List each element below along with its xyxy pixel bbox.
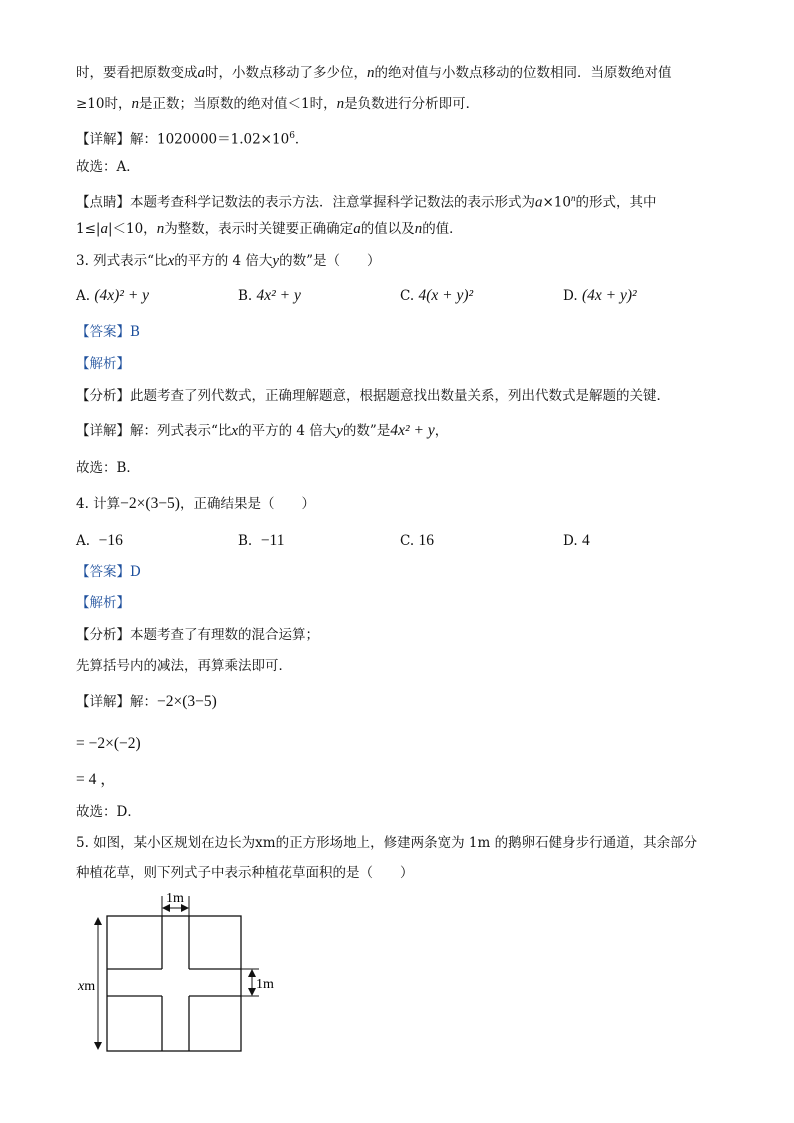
question-4-stem: [76, 494, 315, 514]
text-span: 的数”是: [342, 423, 391, 439]
math-var: x: [167, 253, 175, 269]
text-span: 是负数进行分析即可．: [344, 96, 480, 112]
math-var: a: [197, 65, 205, 81]
text-span: 时，小数点移动了多少位，: [205, 65, 367, 81]
text-span: 的平方的 4 倍大: [174, 253, 273, 269]
exponent: 6: [289, 131, 295, 141]
text-line: [76, 94, 479, 114]
option-label: D.: [563, 288, 578, 304]
option-expr: (4x + y)²: [581, 287, 637, 304]
option-label: B.: [238, 533, 253, 549]
math-var: a: [100, 221, 108, 237]
q4-answer: 【答案】D: [76, 564, 141, 580]
text-span: 【详解】解：列式表示“比: [76, 423, 232, 439]
math-var: a: [353, 221, 361, 237]
text-span: 的数”是（ ）: [279, 253, 381, 269]
choose-line: 故选：A．: [76, 159, 140, 175]
question-5-stem-line-1: [76, 833, 697, 853]
text-span: 的正方形场地上，修建两条宽为 1m 的鹅卵石健身步行通道，其余部分: [275, 835, 698, 851]
math-var: y: [272, 253, 280, 269]
q3-option-a: [76, 285, 149, 307]
q3-option-c: [400, 285, 473, 307]
text-span: 的值．: [422, 221, 463, 237]
math-expr: −2×(3−5): [157, 693, 217, 710]
question-3-stem: [76, 251, 381, 271]
q4-fenxi-2: 先算括号内的减法，再算乘法即可．: [76, 658, 292, 674]
option-label: B.: [238, 288, 253, 304]
q4-step-2: = 4 ，: [76, 771, 116, 788]
math-expr: xm: [255, 835, 276, 851]
option-expr: 16: [418, 532, 434, 549]
text-span: 1≤|: [76, 221, 101, 237]
text-span: ×10: [542, 194, 571, 211]
q3-answer: 【答案】B: [76, 324, 140, 340]
math-var: n: [156, 221, 165, 237]
option-label: D.: [563, 533, 578, 549]
text-span: 4. 计算: [76, 496, 121, 512]
text-span: ．: [294, 131, 309, 148]
option-expr: (4x)² + y: [94, 287, 150, 304]
text-span: 为整数，表示时关键要正确确定: [164, 221, 354, 237]
math-var: y: [336, 423, 343, 439]
top-dimension-label: 1m: [166, 891, 184, 906]
q4-step-1: = −2×(−2): [76, 735, 141, 752]
square-field-figure: [76, 888, 286, 1063]
square-outline: [107, 916, 241, 1051]
text-span: 的绝对值与小数点移动的位数相同．当原数绝对值: [374, 65, 672, 81]
math-var: x: [231, 423, 239, 439]
left-dimension-label: xm: [78, 979, 96, 994]
math-var: a: [535, 194, 543, 211]
text-line: [76, 63, 672, 83]
q3-detail: [76, 421, 448, 441]
right-dimension-label: 1m: [256, 977, 274, 992]
text-span: 5. 如图，某小区规划在边长为: [76, 835, 256, 851]
text-span: 【详解】解：1020000＝1.02×10: [76, 131, 290, 148]
q4-option-a: [76, 530, 123, 552]
q3-choose: 故选：B．: [76, 460, 140, 476]
text-line: [76, 219, 463, 239]
text-span: 的平方的 4 倍大: [238, 423, 337, 439]
q3-option-b: [238, 285, 301, 307]
option-expr: 4(x + y)²: [418, 287, 474, 304]
text-span: 时，要看把原数变成: [76, 65, 198, 81]
q3-option-d: [563, 285, 637, 307]
text-span: ，正确结果是（ ）: [179, 496, 315, 512]
option-expr: −16: [98, 532, 123, 549]
text-span: 【点睛】本题考查科学记数法的表示方法．注意掌握科学记数法的表示形式为: [76, 194, 535, 211]
math-var: n: [336, 96, 345, 112]
detail-line: [76, 126, 308, 150]
math-var: n: [131, 96, 139, 112]
math-var: n: [367, 65, 375, 81]
q3-analysis-heading: 【解析】: [76, 356, 130, 372]
option-expr: −11: [260, 532, 285, 549]
dianjing-line: [76, 188, 657, 213]
q4-option-d: [563, 530, 590, 552]
q3-fenxi: 【分析】此题考查了列代数式，正确理解题意，根据题意找出数量关系，列出代数式是解题的关键．: [76, 388, 670, 404]
option-expr: 4x² + y: [256, 287, 301, 304]
q4-option-c: [400, 530, 434, 552]
text-span: |＜10，: [107, 221, 157, 237]
text-span: ，: [434, 423, 449, 439]
math-expr: 4x² + y: [390, 422, 435, 439]
option-label: C.: [400, 288, 415, 304]
math-expr: −2×(3−5): [120, 495, 180, 512]
exponent: n: [571, 193, 576, 203]
option-label: A.: [76, 288, 91, 304]
q4-fenxi: 【分析】本题考查了有理数的混合运算；: [76, 627, 319, 643]
text-span: 的形式，其中: [575, 194, 657, 211]
text-span: 【详解】解：: [76, 694, 157, 710]
text-span: 的值以及: [360, 221, 415, 237]
text-span: ≥10时，: [76, 96, 132, 112]
text-span: 是正数；当原数的绝对值＜1时，: [139, 96, 337, 112]
q4-analysis-heading: 【解析】: [76, 595, 130, 611]
text-span: 3. 列式表示“比: [76, 253, 168, 269]
math-var: n: [414, 221, 423, 237]
q4-option-b: [238, 530, 284, 552]
option-label: A.: [76, 533, 91, 549]
q4-detail: [76, 692, 217, 712]
option-label: C.: [400, 533, 415, 549]
q4-choose: 故选：D．: [76, 804, 141, 820]
option-expr: 4: [581, 532, 590, 549]
question-5-stem-line-2: 种植花草，则下列式子中表示种植花草面积的是（ ）: [76, 865, 414, 881]
